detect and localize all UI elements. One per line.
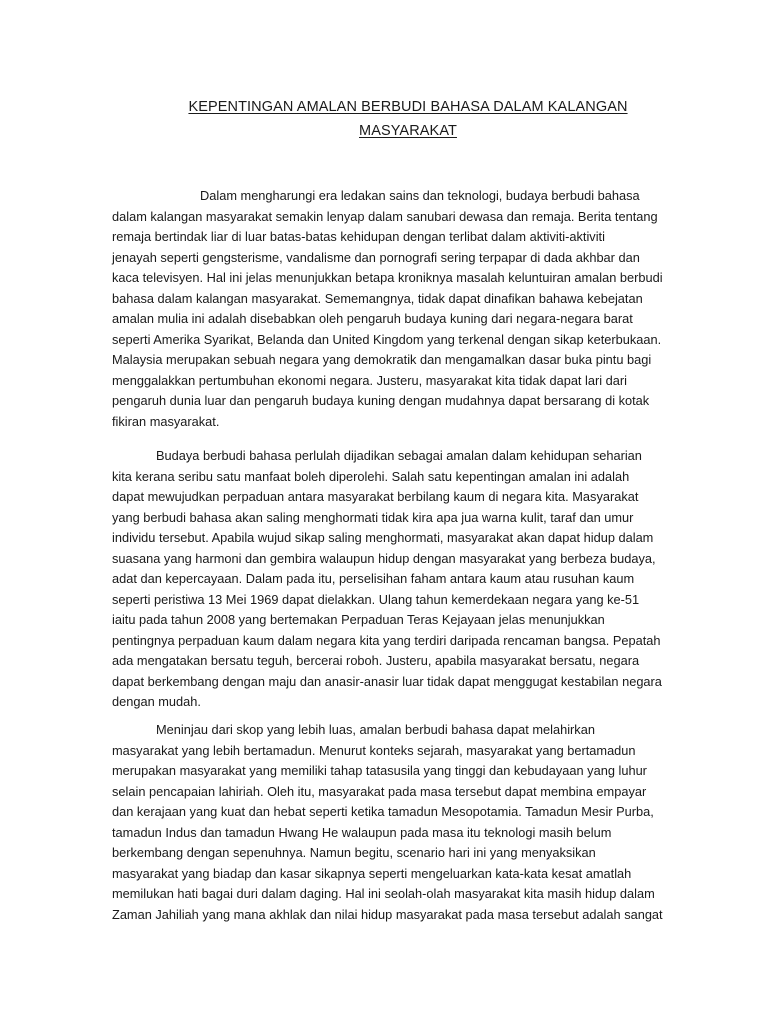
paragraph-line: tamadun Indus dan tamadun Hwang He walaupun pada masa itu teknologi masih belum <box>112 824 612 840</box>
paragraph-line: seperti Amerika Syarikat, Belanda dan United Kingdom yang terkenal dengan sikap keterbukaan. <box>112 331 662 347</box>
paragraph-1 <box>112 186 672 432</box>
paragraph-line: remaja bertindak liar di luar batas-batas kehidupan dengan terlibat dalam aktiviti-aktiviti <box>112 229 605 244</box>
paragraph-line: individu tersebut. Apabila wujud sikap saling menghormati, masyarakat akan dapat hidup dalam <box>112 530 654 545</box>
paragraph-line: menggalakkan pertumbuhan ekonomi negara. Justeru, masyarakat kita tidak dapat lari dari <box>112 372 628 388</box>
paragraph-2 <box>112 446 672 713</box>
document-title-line-1: KEPENTINGAN AMALAN BERBUDI BAHASA DALAM KALANGAN <box>188 99 628 115</box>
paragraph-line: pentingnya perpaduan kaum dalam negara kita yang terdiri daripada rencaman bangsa. Pepatah <box>112 632 661 648</box>
paragraph-line: selain pencapaian lahiriah. Oleh itu, masyarakat pada masa tersebut dapat membina empayar <box>112 783 647 799</box>
paragraph-line: dengan mudah. <box>112 694 201 709</box>
paragraph-line: dapat berkembang dengan maju dan anasir-anasir luar tidak dapat menggugat kestabilan negara <box>112 673 662 689</box>
paragraph-line: kaca televisyen. Hal ini jelas menunjukkan betapa kroniknya masalah keluntuiran amalan berbudi <box>112 270 663 285</box>
paragraph-line: bahasa dalam kalangan masyarakat. Sememangnya, tidak dapat dinafikan bahawa kebejatan <box>112 290 643 306</box>
paragraph-line: fikiran masyarakat. <box>112 413 220 429</box>
paragraph-line: ada mengatakan bersatu teguh, bercerai roboh. Justeru, apabila masyarakat bersatu, negara <box>112 653 640 668</box>
paragraph-line: kita kerana seribu satu manfaat boleh diperolehi. Salah satu kepentingan amalan ini adalah <box>112 468 630 484</box>
paragraph-3 <box>112 720 672 925</box>
paragraph-line: berkembang dengan sepenuhnya. Namun begitu, scenario hari ini yang menyaksikan <box>112 845 596 860</box>
paragraph-line: dalam kalangan masyarakat semakin lenyap dalam sanubari dewasa dan remaja. Berita tentang <box>112 208 658 224</box>
paragraph-line: suasana yang harmoni dan gembira walaupun hidup dengan masyarakat yang berbeza budaya, <box>112 550 656 566</box>
paragraph-line: Zaman Jahiliah yang mana akhlak dan nilai hidup masyarakat pada masa tersebut adalah sangat <box>112 906 663 922</box>
paragraph-line: amalan mulia ini adalah disebabkan oleh pengaruh budaya kuning dari negara-negara barat <box>112 311 633 326</box>
paragraph-line: merupakan masyarakat yang memiliki tahap tatasusila yang tinggi dan kebudayaan yang luhur <box>112 763 647 778</box>
paragraph-line: Malaysia merupakan sebuah negara yang demokratik dan mengamalkan dasar buka pintu bagi <box>112 352 652 367</box>
paragraph-line: masyarakat yang lebih bertamadun. Menurut konteks sejarah, masyarakat yang bertamadun <box>112 742 636 758</box>
paragraph-line: pengaruh dunia luar dan pengaruh budaya kuning dengan mudahnya dapat bersarang di kotak <box>112 393 650 408</box>
paragraph-line: iaitu pada tahun 2008 yang bertemakan Perpaduan Teras Kejayaan jelas menunjukkan <box>112 612 605 627</box>
paragraph-line: Budaya berbudi bahasa perlulah dijadikan sebagai amalan dalam kehidupan seharian <box>156 448 642 463</box>
paragraph-line: memilukan hati bagai duri dalam daging. Hal ini seolah-olah masyarakat kita masih hidup dalam <box>112 886 655 901</box>
paragraph-line: Dalam mengharungi era ledakan sains dan teknologi, budaya berbudi bahasa <box>200 188 640 203</box>
paragraph-line: Meninjau dari skop yang lebih luas, amalan berbudi bahasa dapat melahirkan <box>156 722 595 737</box>
paragraph-line: adat dan kepercayaan. Dalam pada itu, perselisihan faham antara kaum atau rusuhan kaum <box>112 571 635 586</box>
paragraph-line: dapat mewujudkan perpaduan antara masyarakat berbilang kaum di negara kita. Masyarakat <box>112 489 639 504</box>
paragraph-line: masyarakat yang biadap dan kasar sikapnya seperti mengeluarkan kata-kata kesat amatlah <box>112 865 632 881</box>
paragraph-line: yang berbudi bahasa akan saling menghormati tidak kira apa jua warna kulit, taraf dan umur <box>112 509 634 525</box>
paragraph-line: jenayah seperti gengsterisme, vandalisme dan pornografi sering terpapar di dada akhbar dan <box>112 249 640 265</box>
document-title-line-2: MASYARAKAT <box>359 123 457 139</box>
paragraph-line: seperti peristiwa 13 Mei 1969 dapat dielakkan. Ulang tahun kemerdekaan negara yang ke-51 <box>112 591 640 607</box>
paragraph-line: dan kerajaan yang kuat dan hebat seperti ketika tamadun Mesopotamia. Tamadun Mesir Purba, <box>112 804 654 819</box>
